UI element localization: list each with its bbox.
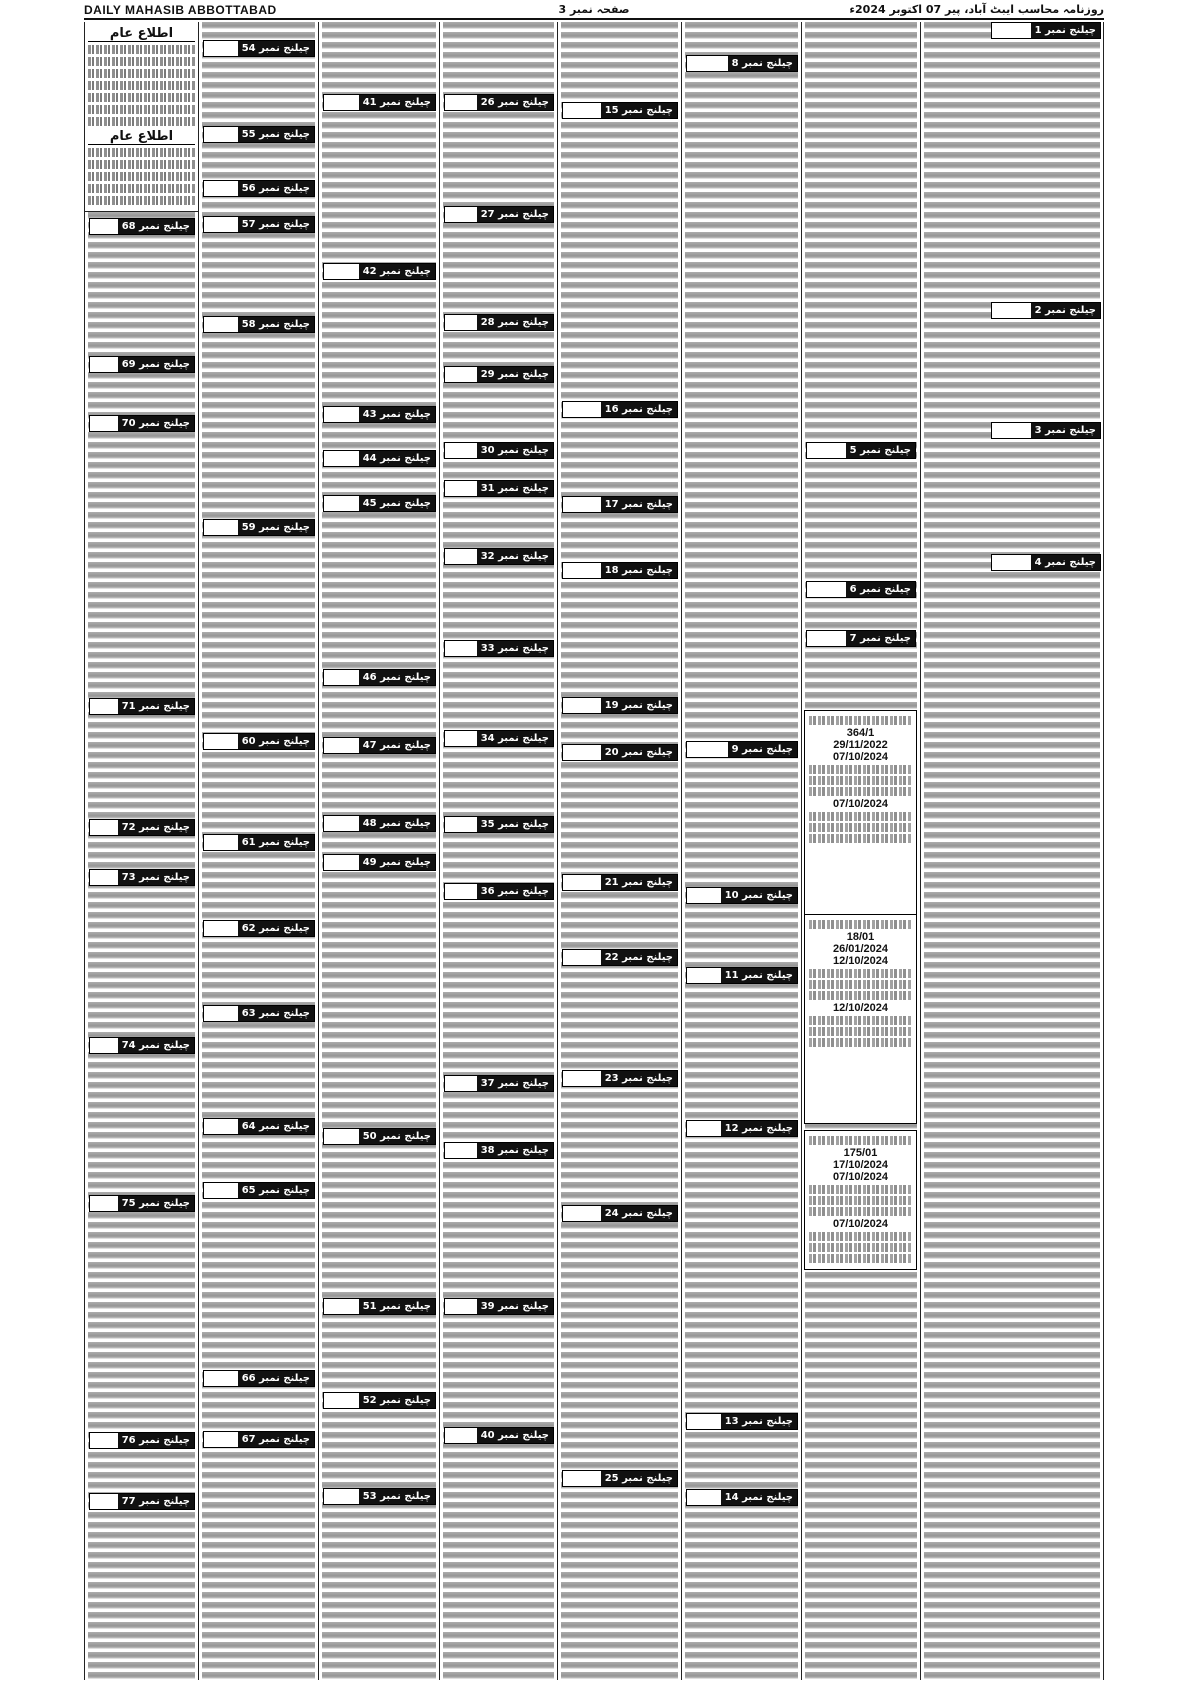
notice-label-68: [89, 218, 195, 235]
notice-label-blank: [324, 95, 359, 110]
notice-label-7: [806, 630, 916, 647]
case-date: 12/10/2024: [832, 955, 889, 967]
notice-number: چیلنج نمبر 18: [601, 563, 677, 578]
column-6: [681, 22, 801, 1680]
notice-label-1: [991, 22, 1101, 39]
notice-number: چیلنج نمبر 70: [118, 416, 194, 431]
notice-label-blank: [204, 1006, 238, 1021]
notice-label-blank: [445, 367, 477, 382]
notice-label-36: [444, 883, 554, 900]
notice-label-blank: [563, 950, 601, 965]
notice-number: چیلنج نمبر 22: [601, 950, 677, 965]
notice-label-blank: [445, 731, 477, 746]
notice-label-15: [562, 102, 678, 119]
column-1: [84, 22, 198, 1680]
notice-label-18: [562, 562, 678, 579]
notice-label-blank: [563, 875, 601, 890]
notice-number: چیلنج نمبر 29: [477, 367, 553, 382]
notice-label-blank: [90, 357, 118, 372]
notice-number: چیلنج نمبر 53: [359, 1489, 435, 1504]
notice-label-blank: [204, 41, 238, 56]
notice-number: چیلنج نمبر 27: [477, 207, 553, 222]
notice-number: چیلنج نمبر 62: [238, 921, 314, 936]
notice-label-37: [444, 1075, 554, 1092]
notice-label-blank: [445, 1428, 477, 1443]
notice-label-35: [444, 816, 554, 833]
notice-label-blank: [204, 520, 238, 535]
notice-label-46: [323, 669, 436, 686]
notice-label-38: [444, 1142, 554, 1159]
notice-label-blank: [445, 315, 477, 330]
notice-label-blank: [445, 817, 477, 832]
column-4: [439, 22, 557, 1680]
notice-label-4: [991, 554, 1101, 571]
notice-label-blank: [90, 416, 118, 431]
notice-label-blank: [687, 742, 728, 757]
notice-label-41: [323, 94, 436, 111]
masthead-page-number: صفحہ نمبر 3: [558, 3, 630, 16]
notice-label-40: [444, 1427, 554, 1444]
notice-number: چیلنج نمبر 1: [1031, 23, 1100, 38]
notice-number: چیلنج نمبر 25: [601, 1471, 677, 1486]
notice-label-blank: [563, 1071, 601, 1086]
notice-label-74: [89, 1037, 195, 1054]
notice-label-33: [444, 640, 554, 657]
notice-label-blank: [445, 1143, 477, 1158]
column-body-text: [924, 22, 1100, 1680]
case-date: 12/10/2024: [832, 1002, 889, 1014]
notice-label-9: [686, 741, 798, 758]
notice-label-blank: [204, 1432, 238, 1447]
notice-label-blank: [324, 1489, 359, 1504]
notice-label-blank: [992, 423, 1031, 438]
notice-label-blank: [90, 1494, 118, 1509]
notice-label-blank: [204, 835, 238, 850]
notice-label-55: [203, 126, 315, 143]
notice-label-73: [89, 869, 195, 886]
notice-number: چیلنج نمبر 56: [238, 181, 314, 196]
notice-label-blank: [324, 451, 359, 466]
notice-label-72: [89, 819, 195, 836]
notice-label-blank: [90, 1038, 118, 1053]
notice-label-77: [89, 1493, 195, 1510]
column-8: [920, 22, 1104, 1680]
notice-label-blank: [563, 563, 601, 578]
notice-label-blank: [204, 1183, 238, 1198]
notice-label-57: [203, 216, 315, 233]
court-notice-box: [804, 1130, 917, 1270]
notice-number: چیلنج نمبر 2: [1031, 303, 1100, 318]
notice-label-65: [203, 1182, 315, 1199]
notice-label-26: [444, 94, 554, 111]
notice-label-32: [444, 548, 554, 565]
notice-label-blank: [324, 264, 359, 279]
notice-label-62: [203, 920, 315, 937]
notice-label-44: [323, 450, 436, 467]
notice-number: چیلنج نمبر 12: [721, 1121, 797, 1136]
notice-label-13: [686, 1413, 798, 1430]
notice-label-54: [203, 40, 315, 57]
notice-label-blank: [563, 497, 601, 512]
notice-number: چیلنج نمبر 47: [359, 738, 435, 753]
notice-label-blank: [204, 217, 238, 232]
notice-number: چیلنج نمبر 54: [238, 41, 314, 56]
notice-number: چیلنج نمبر 16: [601, 402, 677, 417]
notice-label-10: [686, 887, 798, 904]
notice-label-16: [562, 401, 678, 418]
notice-label-blank: [992, 303, 1031, 318]
notice-label-blank: [807, 443, 846, 458]
notice-label-blank: [445, 884, 477, 899]
notice-number: چیلنج نمبر 75: [118, 1196, 194, 1211]
notice-number: چیلنج نمبر 42: [359, 264, 435, 279]
notice-label-blank: [992, 23, 1031, 38]
notice-label-76: [89, 1432, 195, 1449]
notice-number: چیلنج نمبر 20: [601, 745, 677, 760]
notice-number: چیلنج نمبر 43: [359, 407, 435, 422]
case-date: 364/1: [846, 727, 875, 739]
notice-number: چیلنج نمبر 71: [118, 699, 194, 714]
notice-number: چیلنج نمبر 58: [238, 317, 314, 332]
notice-number: چیلنج نمبر 11: [721, 968, 797, 983]
notice-label-39: [444, 1298, 554, 1315]
notice-number: چیلنج نمبر 38: [477, 1143, 553, 1158]
notice-label-29: [444, 366, 554, 383]
case-date: 26/01/2024: [832, 943, 889, 955]
notice-number: چیلنج نمبر 41: [359, 95, 435, 110]
notice-label-blank: [687, 1121, 721, 1136]
notice-number: چیلنج نمبر 34: [477, 731, 553, 746]
notice-label-21: [562, 874, 678, 891]
notice-label-blank: [204, 1371, 238, 1386]
notice-label-17: [562, 496, 678, 513]
ad-heading: اطلاع عام: [88, 129, 195, 145]
notice-label-11: [686, 967, 798, 984]
notice-label-blank: [90, 219, 118, 234]
notice-number: چیلنج نمبر 5: [846, 443, 915, 458]
notice-label-blank: [687, 1490, 721, 1505]
newspaper-columns: [84, 22, 1104, 1680]
masthead-english-title: DAILY MAHASIB ABBOTTABAD: [84, 3, 277, 17]
notice-label-66: [203, 1370, 315, 1387]
notice-number: چیلنج نمبر 60: [238, 734, 314, 749]
column-body-text: [561, 22, 678, 1680]
notice-label-20: [562, 744, 678, 761]
notice-label-56: [203, 180, 315, 197]
notice-number: چیلنج نمبر 6: [846, 582, 915, 597]
notice-number: چیلنج نمبر 77: [118, 1494, 194, 1509]
notice-number: چیلنج نمبر 64: [238, 1119, 314, 1134]
notice-label-67: [203, 1431, 315, 1448]
notice-number: چیلنج نمبر 19: [601, 698, 677, 713]
notice-label-48: [323, 815, 436, 832]
notice-label-blank: [324, 1129, 359, 1144]
notice-label-52: [323, 1392, 436, 1409]
notice-label-blank: [445, 549, 477, 564]
notice-label-59: [203, 519, 315, 536]
notice-label-34: [444, 730, 554, 747]
notice-number: چیلنج نمبر 50: [359, 1129, 435, 1144]
notice-label-71: [89, 698, 195, 715]
notice-label-blank: [324, 855, 359, 870]
notice-number: چیلنج نمبر 67: [238, 1432, 314, 1447]
notice-label-blank: [687, 1414, 721, 1429]
notice-number: چیلنج نمبر 68: [118, 219, 194, 234]
notice-label-64: [203, 1118, 315, 1135]
case-date: 175/01: [843, 1147, 878, 1159]
notice-number: چیلنج نمبر 52: [359, 1393, 435, 1408]
notice-label-blank: [90, 820, 118, 835]
notice-number: چیلنج نمبر 37: [477, 1076, 553, 1091]
notice-number: چیلنج نمبر 61: [238, 835, 314, 850]
notice-label-19: [562, 697, 678, 714]
notice-label-47: [323, 737, 436, 754]
notice-number: چیلنج نمبر 46: [359, 670, 435, 685]
notice-number: چیلنج نمبر 59: [238, 520, 314, 535]
notice-label-69: [89, 356, 195, 373]
notice-number: چیلنج نمبر 14: [721, 1490, 797, 1505]
notice-label-blank: [204, 317, 238, 332]
notice-number: چیلنج نمبر 26: [477, 95, 553, 110]
notice-label-63: [203, 1005, 315, 1022]
notice-label-blank: [204, 181, 238, 196]
notice-number: چیلنج نمبر 15: [601, 103, 677, 118]
notice-label-42: [323, 263, 436, 280]
notice-label-70: [89, 415, 195, 432]
notice-number: چیلنج نمبر 39: [477, 1299, 553, 1314]
case-date: 07/10/2024: [832, 798, 889, 810]
notice-number: چیلنج نمبر 32: [477, 549, 553, 564]
notice-number: چیلنج نمبر 4: [1031, 555, 1100, 570]
notice-label-blank: [324, 816, 359, 831]
case-date: 17/10/2024: [832, 1159, 889, 1171]
notice-label-58: [203, 316, 315, 333]
notice-label-blank: [90, 1433, 118, 1448]
notice-label-8: [686, 55, 798, 72]
notice-label-blank: [445, 481, 477, 496]
notice-number: چیلنج نمبر 21: [601, 875, 677, 890]
notice-label-6: [806, 581, 916, 598]
notice-number: چیلنج نمبر 33: [477, 641, 553, 656]
notice-label-blank: [324, 1299, 359, 1314]
case-date: 07/10/2024: [832, 751, 889, 763]
notice-number: چیلنج نمبر 10: [721, 888, 797, 903]
notice-number: چیلنج نمبر 8: [728, 56, 797, 71]
notice-number: چیلنج نمبر 3: [1031, 423, 1100, 438]
notice-number: چیلنج نمبر 28: [477, 315, 553, 330]
notice-label-blank: [563, 698, 601, 713]
case-date: 07/10/2024: [832, 1218, 889, 1230]
notice-number: چیلنج نمبر 49: [359, 855, 435, 870]
notice-number: چیلنج نمبر 9: [728, 742, 797, 757]
ad-heading: اطلاع عام: [88, 26, 195, 42]
notice-label-50: [323, 1128, 436, 1145]
case-date: 29/11/2022: [833, 739, 888, 751]
notice-label-blank: [204, 921, 238, 936]
notice-label-blank: [90, 1196, 118, 1211]
notice-label-blank: [324, 407, 359, 422]
column-body-text: [685, 22, 798, 1680]
notice-label-blank: [90, 870, 118, 885]
notice-label-27: [444, 206, 554, 223]
notice-number: چیلنج نمبر 72: [118, 820, 194, 835]
notice-label-blank: [563, 745, 601, 760]
notice-number: چیلنج نمبر 24: [601, 1206, 677, 1221]
notice-label-blank: [324, 496, 359, 511]
notice-label-45: [323, 495, 436, 512]
notice-number: چیلنج نمبر 45: [359, 496, 435, 511]
notice-number: چیلنج نمبر 13: [721, 1414, 797, 1429]
notice-label-blank: [324, 738, 359, 753]
notice-label-blank: [687, 888, 721, 903]
notice-label-61: [203, 834, 315, 851]
notice-number: چیلنج نمبر 35: [477, 817, 553, 832]
notice-number: چیلنج نمبر 55: [238, 127, 314, 142]
notice-number: چیلنج نمبر 74: [118, 1038, 194, 1053]
notice-number: چیلنج نمبر 40: [477, 1428, 553, 1443]
notice-label-blank: [687, 56, 728, 71]
case-date: 07/10/2024: [832, 1171, 889, 1183]
notice-number: چیلنج نمبر 73: [118, 870, 194, 885]
notice-label-blank: [992, 555, 1031, 570]
column-2: [198, 22, 318, 1680]
notice-label-blank: [563, 402, 601, 417]
notice-number: چیلنج نمبر 76: [118, 1433, 194, 1448]
notice-label-75: [89, 1195, 195, 1212]
column-3: [318, 22, 439, 1680]
notice-number: چیلنج نمبر 30: [477, 443, 553, 458]
notice-label-28: [444, 314, 554, 331]
notice-label-2: [991, 302, 1101, 319]
notice-label-blank: [563, 1471, 601, 1486]
notice-label-blank: [90, 699, 118, 714]
notice-label-22: [562, 949, 678, 966]
notice-number: چیلنج نمبر 31: [477, 481, 553, 496]
notice-label-blank: [204, 1119, 238, 1134]
court-notice-box: [804, 710, 917, 920]
notice-label-blank: [204, 127, 238, 142]
column-7: [801, 22, 920, 1680]
notice-label-53: [323, 1488, 436, 1505]
notice-label-blank: [445, 641, 477, 656]
column-5: [557, 22, 681, 1680]
court-notice-box: [804, 914, 917, 1124]
notice-label-blank: [445, 1299, 477, 1314]
notice-label-12: [686, 1120, 798, 1137]
notice-number: چیلنج نمبر 44: [359, 451, 435, 466]
notice-label-51: [323, 1298, 436, 1315]
notice-label-blank: [687, 968, 721, 983]
notice-label-25: [562, 1470, 678, 1487]
corner-advertisement: [85, 22, 198, 212]
notice-label-blank: [445, 95, 477, 110]
notice-number: چیلنج نمبر 66: [238, 1371, 314, 1386]
notice-label-31: [444, 480, 554, 497]
case-date: 18/01: [846, 931, 875, 943]
notice-label-blank: [563, 103, 601, 118]
notice-number: چیلنج نمبر 65: [238, 1183, 314, 1198]
notice-label-5: [806, 442, 916, 459]
notice-number: چیلنج نمبر 23: [601, 1071, 677, 1086]
notice-number: چیلنج نمبر 63: [238, 1006, 314, 1021]
notice-label-blank: [807, 631, 846, 646]
notice-label-49: [323, 854, 436, 871]
notice-label-blank: [324, 670, 359, 685]
notice-label-30: [444, 442, 554, 459]
notice-label-blank: [204, 734, 238, 749]
notice-label-43: [323, 406, 436, 423]
notice-label-blank: [807, 582, 846, 597]
notice-label-blank: [324, 1393, 359, 1408]
notice-number: چیلنج نمبر 48: [359, 816, 435, 831]
notice-label-23: [562, 1070, 678, 1087]
notice-label-3: [991, 422, 1101, 439]
notice-label-blank: [563, 1206, 601, 1221]
notice-label-14: [686, 1489, 798, 1506]
notice-number: چیلنج نمبر 7: [846, 631, 915, 646]
notice-number: چیلنج نمبر 51: [359, 1299, 435, 1314]
notice-label-blank: [445, 207, 477, 222]
notice-label-24: [562, 1205, 678, 1222]
notice-number: چیلنج نمبر 69: [118, 357, 194, 372]
notice-number: چیلنج نمبر 36: [477, 884, 553, 899]
notice-number: چیلنج نمبر 17: [601, 497, 677, 512]
masthead: [84, 2, 1104, 20]
notice-label-blank: [445, 443, 477, 458]
notice-label-60: [203, 733, 315, 750]
masthead-urdu-title: روزنامہ محاسب ایبٹ آباد، پیر 07 اکتوبر 2024ء: [849, 3, 1104, 16]
notice-number: چیلنج نمبر 57: [238, 217, 314, 232]
notice-label-blank: [445, 1076, 477, 1091]
